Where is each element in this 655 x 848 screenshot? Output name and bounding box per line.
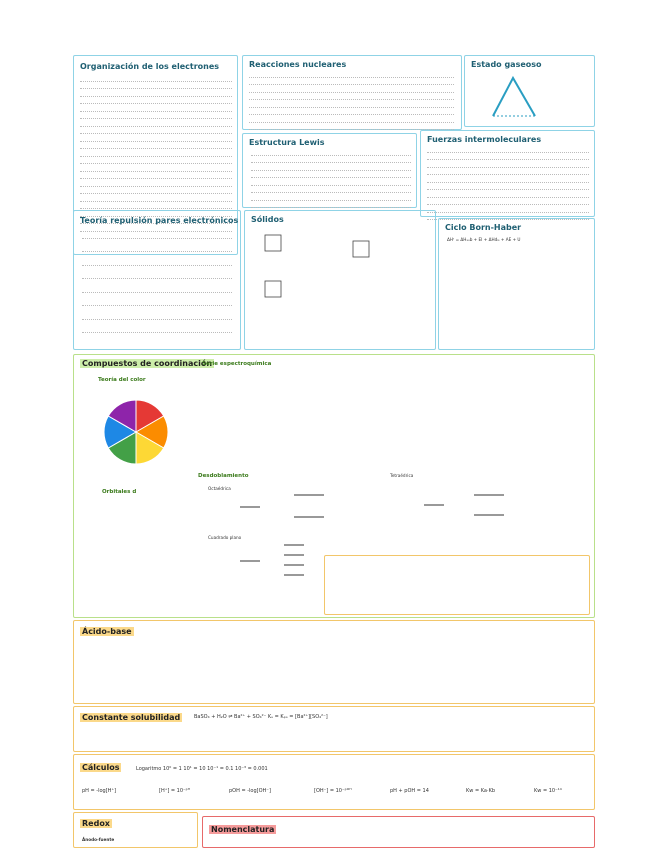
redox-sub: Ánodo-fuente [82,837,115,842]
serie-espectroquimica: Serie espectroquímica [202,361,272,367]
nomenclatura-title: Nomenclatura [211,825,275,834]
estado-gaseoso-box [464,55,595,127]
calculos-title: Cálculos [82,763,120,772]
reacciones-text [249,72,454,132]
reacciones-nucleares-box [242,55,462,130]
teoria-repulsion-box [73,210,241,350]
estructura-lewis-title: Estructura Lewis [249,138,325,147]
estructura-lewis-box [242,133,417,208]
coordinacion-sub-box [324,555,590,615]
redox-box [73,812,198,848]
constante-solubilidad-title: Constante solubilidad [82,713,181,722]
solubility-formula: BaSO₄ + H₂O ⇌ Ba²⁺ + SO₄²⁻ Kₛ = Kₚₛ = [Ba²⁺][SO₄²⁻] [194,714,328,720]
estado-gaseoso-title: Estado gaseoso [471,60,542,69]
org-electrones-title: Organización de los electrones [80,62,220,71]
constante-solubilidad-box [73,706,595,752]
reacciones-nucleares-title: Reacciones nucleares [249,60,347,69]
fuerzas-text [427,147,589,222]
redox-title: Redox [82,819,110,828]
solidos-title: Sólidos [251,215,284,224]
repulsion-text [82,233,232,341]
octaedrica-label: Octaédrica [208,486,231,491]
acido-base-title: Ácido-base [82,627,132,636]
born-haber-formula: ΔHᶠ = ΔHₛᵤb + EI + ΔHdᵢₛ + AE + U [447,237,521,242]
teoria-repulsion-title: Teoría repulsión pares electrónicos [80,216,239,225]
coordinacion-title: Compuestos de coordinación [82,359,213,368]
orbitales-d: Orbitales d [102,489,137,495]
cubic-cells-diagram [245,211,437,351]
gas-triangle-diagram [465,56,596,128]
nomenclatura-box [202,816,595,848]
lewis-text [251,150,411,210]
born-haber-box [438,218,595,350]
desdoblamiento: Desdoblamiento [198,473,249,479]
born-haber-title: Ciclo Born-Haber [445,223,522,232]
acido-base-box [73,620,595,704]
kw-value: Kw = 10⁻¹⁴ [534,788,562,794]
teoria-color: Teoría del color [98,377,146,383]
sum-formula: pH + pOH = 14 [390,788,429,794]
log-row: Logaritmo 10⁰ = 1 10¹ = 10 10⁻¹ = 0.1 10⁻³ = 0.001 [136,766,268,772]
h-conc-formula: [H⁺] = 10⁻ᵖᴴ [159,788,191,794]
fuerzas-title: Fuerzas intermoleculares [427,135,542,144]
poh-formula: pOH = -log[OH⁻] [229,788,271,794]
kw-formula: Kw = Ka·Kb [466,788,496,794]
tetraedrica-label: Tetraédrica [390,473,414,478]
study-sheet [64,48,598,848]
ph-formula: pH = -log[H⁺] [82,788,117,794]
fuerzas-box [420,130,595,217]
oh-conc-formula: [OH⁻] = 10⁻ᵖᴼᴴ [314,788,352,794]
coordinacion-box [73,354,595,618]
solidos-box [244,210,436,350]
calculos-box [73,754,595,810]
cuadrado-plano-label: Cuadrado plano [208,535,242,540]
